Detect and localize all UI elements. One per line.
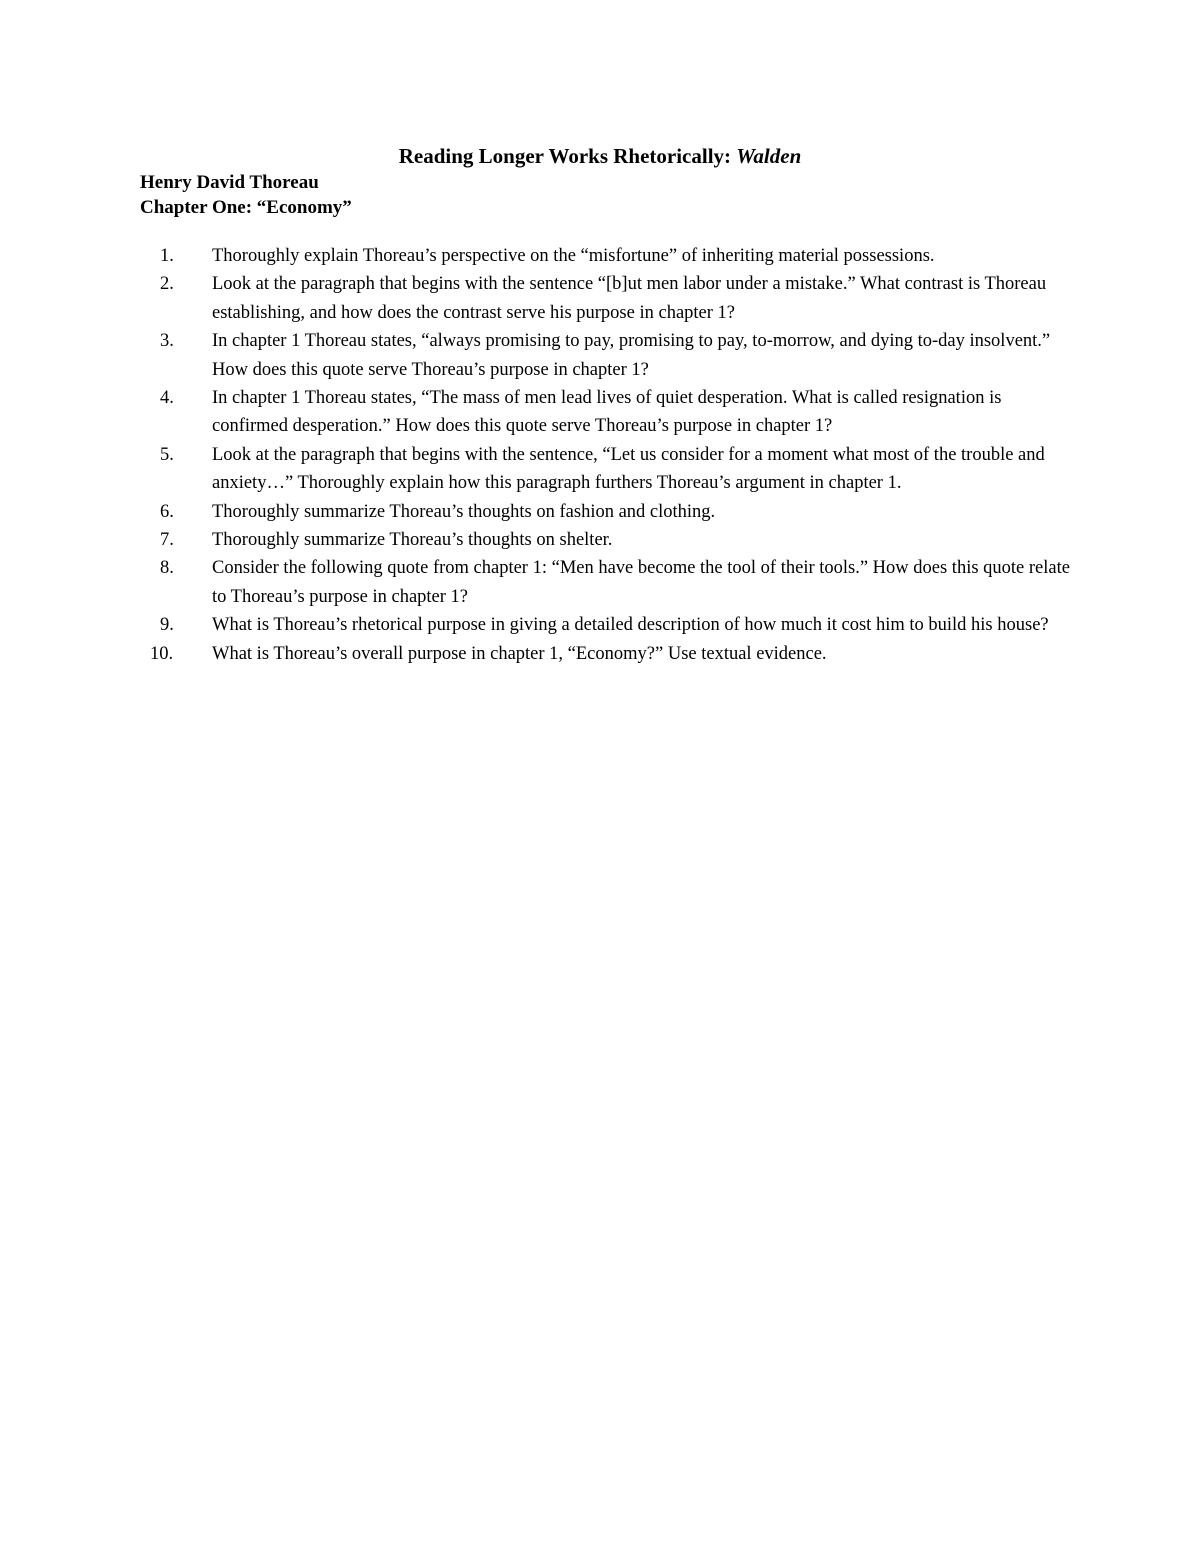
question-item <box>0 526 1200 554</box>
question-item <box>0 242 1200 270</box>
question-text: Thoroughly summarize Thoreau’s thoughts on shelter. <box>212 530 613 551</box>
title-main: Reading Longer Works Rhetorically: <box>398 144 737 168</box>
question-number: 7. <box>160 530 174 551</box>
question-number: 9. <box>160 615 174 636</box>
question-number: 1. <box>160 246 174 266</box>
question-item <box>0 441 1200 498</box>
question-item <box>0 327 1200 384</box>
question-item <box>0 640 1200 668</box>
question-number: 2. <box>160 274 174 295</box>
question-list <box>0 242 1200 668</box>
question-item <box>0 498 1200 526</box>
document-title <box>0 142 1200 170</box>
question-number: 8. <box>160 558 174 579</box>
title-italic: Walden <box>736 144 802 168</box>
question-number: 4. <box>160 388 174 409</box>
chapter-heading: Chapter One: “Economy” <box>140 197 352 218</box>
question-item <box>0 611 1200 639</box>
question-item <box>0 384 1200 441</box>
question-number: 5. <box>160 444 174 465</box>
question-text: Thoroughly summarize Thoreau’s thoughts on fashion and clothing. <box>212 501 716 522</box>
question-text: In chapter 1 Thoreau states, “The mass of men lead lives of quiet desperation. What is called resignation is confirmed desperation.” How does this quote serve Thoreau’s purpose in chapter 1? <box>212 388 1002 437</box>
question-text: Look at the paragraph that begins with the sentence, “Let us consider for a moment what most of the trouble and anxiety…” Thoroughly explain how this paragraph furthers Thoreau’s argument in chapter 1. <box>212 444 1045 494</box>
question-item <box>0 554 1200 611</box>
question-number: 10. <box>150 643 174 664</box>
question-text: Thoroughly explain Thoreau’s perspective on the “misfortune” of inheriting material possessions. <box>212 246 935 266</box>
question-text: Look at the paragraph that begins with the sentence “[b]ut men labor under a mistake.” What contrast is Thoreau establishing, and how does the contrast serve his purpose in chapter 1? <box>212 274 1047 323</box>
question-text: What is Thoreau’s rhetorical purpose in giving a detailed description of how much it cost him to build his house? <box>212 615 1049 636</box>
question-text: Consider the following quote from chapter 1: “Men have become the tool of their tools.” How does this quote relate to Thoreau’s purpose in chapter 1? <box>212 558 1070 607</box>
author-name: Henry David Thoreau <box>140 172 319 193</box>
question-text: In chapter 1 Thoreau states, “always promising to pay, promising to pay, to-morrow, and dying to-day insolvent.” How does this quote serve Thoreau’s purpose in chapter 1? <box>212 331 1051 380</box>
question-number: 6. <box>160 501 174 522</box>
question-number: 3. <box>160 331 174 352</box>
question-text: What is Thoreau’s overall purpose in chapter 1, “Economy?” Use textual evidence. <box>212 643 827 664</box>
question-item <box>0 270 1200 327</box>
